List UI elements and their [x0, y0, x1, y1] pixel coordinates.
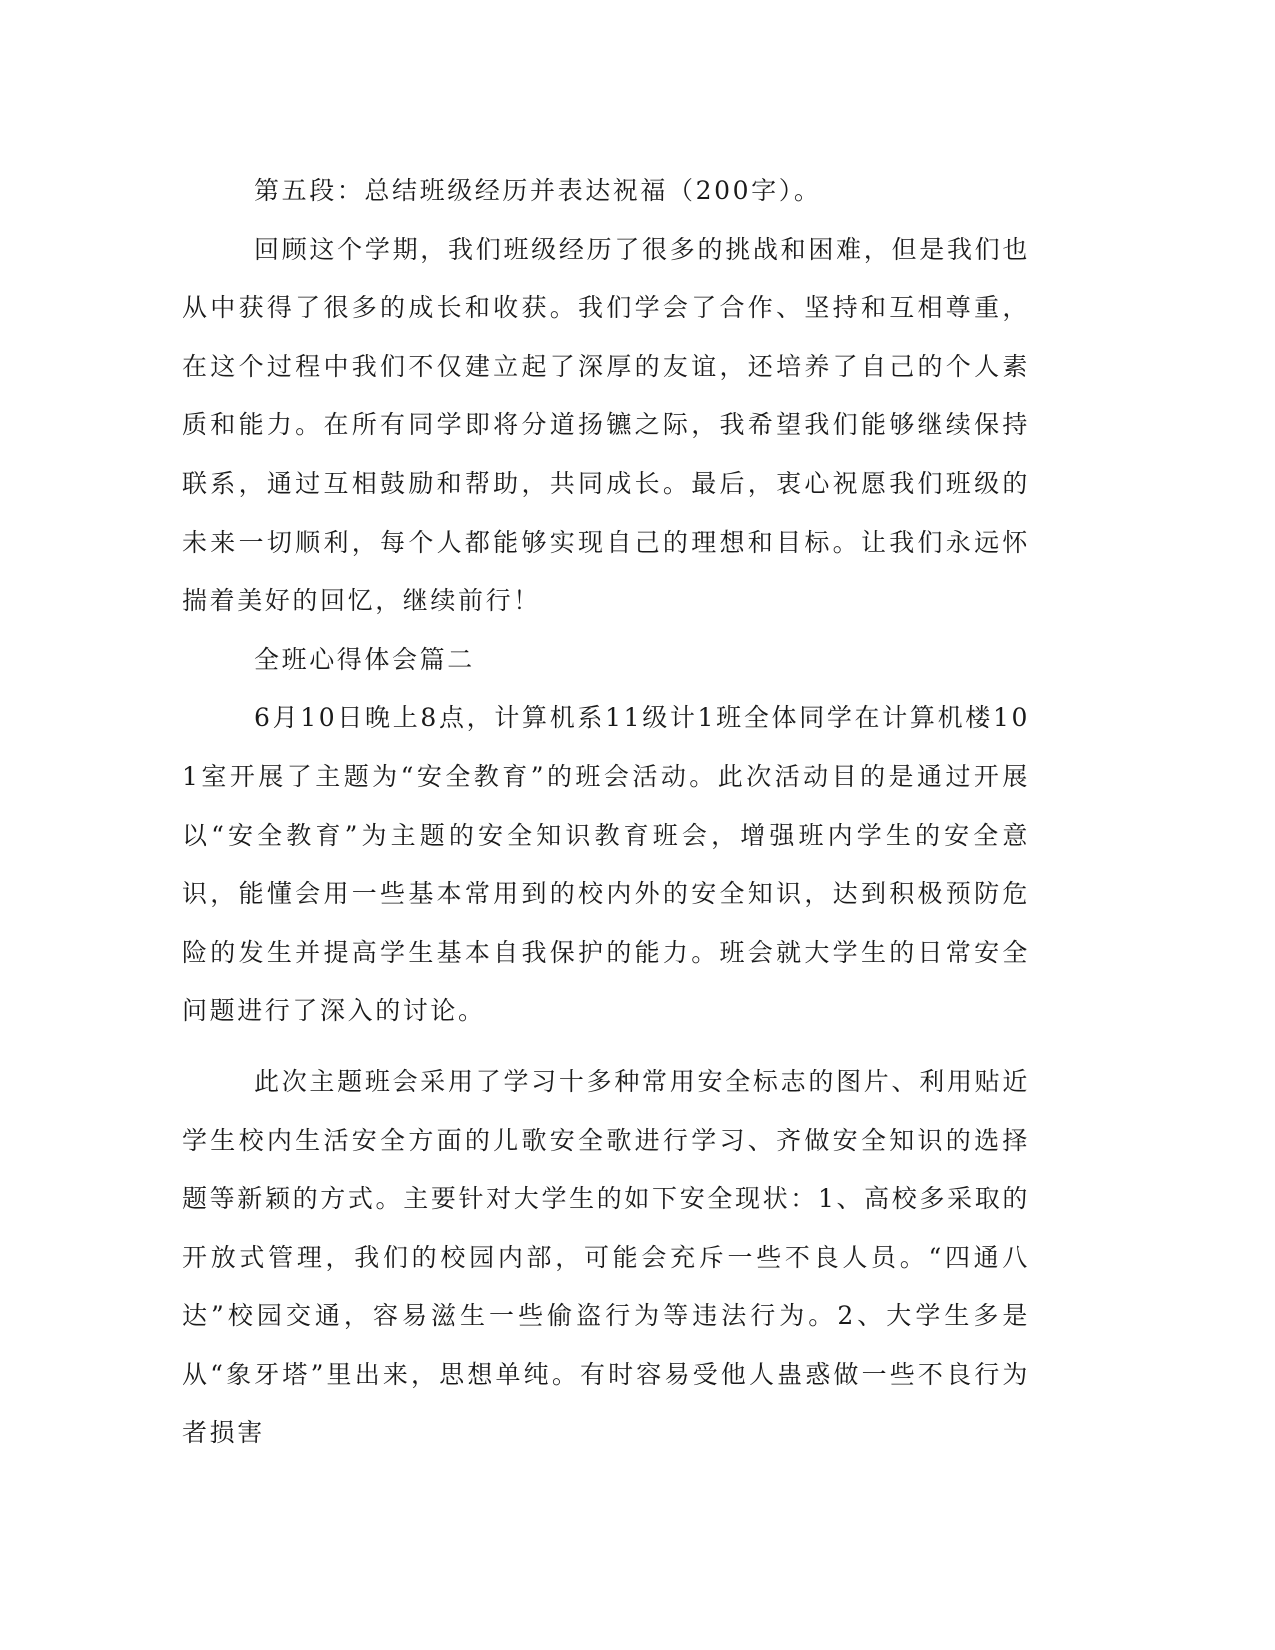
- document-body: [182, 162, 1030, 1463]
- part-title: 全班心得体会篇二: [254, 644, 475, 674]
- body-paragraph: 6月10日晚上8点，计算机系11级计1班全体同学在计算机楼101室开展了主题为“安全教育”的班会活动。此次活动目的是通过开展以“安全教育”为主题的安全知识教育班会，增强班内学生的安全意识，能懂会用一些基本常用到的校内外的安全知识，达到积极预防危险的发生并提高学生基本自我保护的能力。班会就大学生的日常安全问题进行了深入的讨论。: [182, 703, 1030, 1026]
- section-heading: 第五段：总结班级经历并表达祝福（200字）。: [254, 176, 822, 205]
- body-paragraph: 回顾这个学期，我们班级经历了很多的挑战和困难，但是我们也从中获得了很多的成长和收获。我们学会了合作、坚持和互相尊重，在这个过程中我们不仅建立起了深厚的友谊，还培养了自己的个人素质和能力。在所有同学即将分道扬镳之际，我希望我们能够继续保持联系，通过互相鼓励和帮助，共同成长。最后，衷心祝愿我们班级的未来一切顺利，每个人都能够实现自己的理想和目标。让我们永远怀揣着美好的回忆，继续前行！: [182, 234, 1030, 616]
- body-paragraph: 此次主题班会采用了学习十多种常用安全标志的图片、利用贴近学生校内生活安全方面的儿歌安全歌进行学习、齐做安全知识的选择题等新颖的方式。主要针对大学生的如下安全现状：1、高校多采取的开放式管理，我们的校园内部，可能会充斥一些不良人员。“四通八达”校园交通，容易滋生一些偷盗行为等违法行为。2、大学生多是从“象牙塔”里出来，思想单纯。有时容易受他人蛊惑做一些不良行为者损害: [182, 1066, 1030, 1448]
